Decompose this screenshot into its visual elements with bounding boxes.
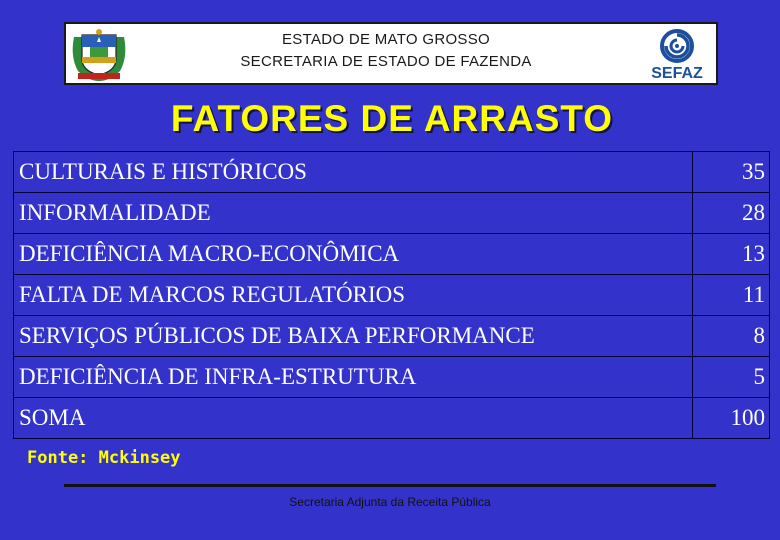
total-row	[14, 398, 770, 439]
factors-table	[13, 151, 770, 439]
row-label: DEFICIÊNCIA MACRO-ECONÔMICA	[14, 234, 693, 275]
source-note: Fonte: Mckinsey	[27, 448, 181, 468]
table-row	[14, 234, 770, 275]
row-label: FALTA DE MARCOS REGULATÓRIOS	[14, 275, 693, 316]
table-row	[14, 275, 770, 316]
state-name: ESTADO DE MATO GROSSO	[282, 31, 490, 48]
header-text	[138, 30, 634, 74]
footer-divider	[64, 484, 716, 487]
table-row	[14, 316, 770, 357]
logo-text: SEFAZ	[651, 65, 703, 82]
row-value: 8	[693, 316, 770, 357]
row-label: SERVIÇOS PÚBLICOS DE BAIXA PERFORMANCE	[14, 316, 693, 357]
table-row	[14, 152, 770, 193]
coat-of-arms-icon	[68, 27, 130, 83]
row-value: 13	[693, 234, 770, 275]
row-value: 5	[693, 357, 770, 398]
page-title: FATORES DE ARRASTO	[170, 98, 614, 139]
header-banner	[64, 22, 718, 85]
row-label: CULTURAIS E HISTÓRICOS	[14, 152, 693, 193]
sefaz-logo	[642, 27, 712, 83]
row-label: INFORMALIDADE	[14, 193, 693, 234]
row-value: 28	[693, 193, 770, 234]
total-label: SOMA	[14, 398, 693, 439]
row-value: 11	[693, 275, 770, 316]
row-label: DEFICIÊNCIA DE INFRA-ESTRUTURA	[14, 357, 693, 398]
row-value: 35	[693, 152, 770, 193]
footer-text: Secretaria Adjunta da Receita Pública	[289, 495, 491, 509]
secretariat-name: SECRETARIA DE ESTADO DE FAZENDA	[240, 53, 532, 70]
table-row	[14, 357, 770, 398]
table-row	[14, 193, 770, 234]
total-value: 100	[693, 398, 770, 439]
